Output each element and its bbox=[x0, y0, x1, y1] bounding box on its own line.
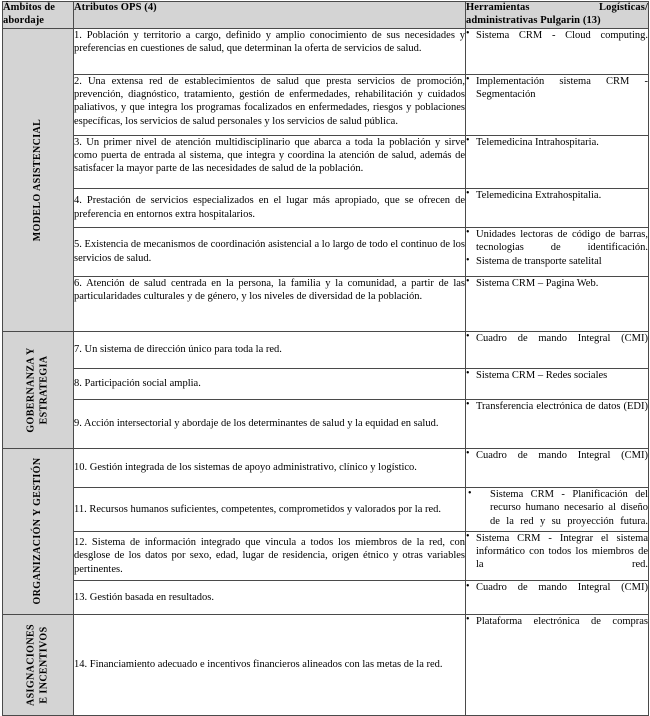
tool-item: • Sistema CRM – Pagina Web. bbox=[466, 277, 648, 290]
tools-cell bbox=[466, 614, 649, 715]
scope-label-rotated bbox=[26, 624, 51, 706]
tools-list bbox=[466, 369, 648, 382]
attribute-cell: 11. Recursos humanos suficientes, competentes, comprometidos y valorados por la red. bbox=[74, 488, 466, 532]
scope-cell-gobernanza-y-estrategia bbox=[3, 331, 74, 448]
tool-item: • Transferencia electrónica de datos (EDI) bbox=[466, 400, 648, 413]
table-row bbox=[3, 276, 649, 331]
tools-list bbox=[466, 449, 648, 462]
table-row bbox=[3, 227, 649, 276]
scope-cell-organizacion-y-gestion bbox=[3, 448, 74, 614]
scope-label-rotated bbox=[32, 118, 45, 241]
table-row bbox=[3, 399, 649, 448]
table-row bbox=[3, 74, 649, 135]
tools-list bbox=[466, 75, 648, 102]
tool-item: • Plataforma electrónica de compras bbox=[466, 615, 648, 628]
attribute-cell: 3. Un primer nivel de atención multidisciplinario que abarca a toda la población y sirve como puerta de entrada al sistema, que integra y coordina la atención de salud, además de satisfacer la mayor parte de las necesidades de salud de la población. bbox=[74, 135, 466, 188]
table-row bbox=[3, 331, 649, 368]
attributes-tools-matrix bbox=[2, 1, 649, 716]
tools-cell bbox=[466, 227, 649, 276]
table-header-row bbox=[3, 2, 649, 29]
attribute-cell: 7. Un sistema de dirección único para toda la red. bbox=[74, 331, 466, 368]
attribute-cell: 10. Gestión integrada de los sistemas de apoyo administrativo, clínico y logístico. bbox=[74, 448, 466, 487]
scope-label-line-2: E INCENTIVOS bbox=[38, 626, 49, 704]
tools-cell bbox=[466, 368, 649, 399]
column-header-tools bbox=[466, 2, 649, 29]
tool-item: • Sistema CRM - Integrar el sistema informático con todos los miembros de la red. bbox=[466, 532, 648, 572]
tool-item: • Sistema de transporte satelital bbox=[466, 255, 648, 268]
tools-cell bbox=[466, 448, 649, 487]
tools-cell bbox=[466, 331, 649, 368]
tools-list bbox=[466, 189, 648, 202]
attribute-cell: 12. Sistema de información integrado que vincula a todos los miembros de la red, con desglose de los datos por sexo, edad, lugar de residencia, origen étnico y otras variables pertinentes. bbox=[74, 531, 466, 581]
table-row bbox=[3, 581, 649, 614]
column-header-scope-line-2: de bbox=[44, 2, 56, 13]
tools-cell bbox=[466, 28, 649, 74]
scope-label-line-1: ORGANIZACIÓN Y GESTIÓN bbox=[31, 457, 43, 605]
scope-label-rotated bbox=[32, 458, 45, 605]
scope-cell-asignaciones-e-incentivos bbox=[3, 614, 74, 715]
tools-list bbox=[466, 488, 648, 528]
scope-label-line-1: ASIGNACIONES bbox=[25, 623, 37, 706]
tools-list bbox=[466, 228, 648, 269]
tool-item: • Sistema CRM – Redes sociales bbox=[466, 369, 648, 382]
attribute-cell: 2. Una extensa red de establecimientos de salud que presta servicios de promoción, prevención, diagnóstico, tratamiento, gestión de enfermedades, rehabilitación y cuidados paliativos, y que integra los programas focalizados en enfermedades, riesgos y poblaciones específicas, los servicios de salud personales y los servicios de salud pública. bbox=[74, 74, 466, 135]
attribute-cell: 1. Población y territorio a cargo, definido y amplio conocimiento de sus necesidades y preferencias en cuestiones de salud, que determinan la oferta de servicios de salud. bbox=[74, 28, 466, 74]
column-header-attributes: Atributos OPS (4) bbox=[74, 2, 466, 29]
tools-list bbox=[466, 277, 648, 290]
tools-cell bbox=[466, 488, 649, 532]
scope-label-line-1: GOBERNANZA Y bbox=[25, 346, 37, 433]
attribute-cell: 5. Existencia de mecanismos de coordinación asistencial a lo largo de todo el continuo de los servicios de salud. bbox=[74, 227, 466, 276]
scope-cell-modelo-asistencial bbox=[3, 28, 74, 331]
tools-cell bbox=[466, 581, 649, 614]
attribute-cell: 6. Atención de salud centrada en la persona, la familia y la comunidad, a partir de las particularidades culturales y de género, y los niveles de diversidad de la población. bbox=[74, 276, 466, 331]
tools-list bbox=[466, 400, 648, 413]
table-row bbox=[3, 614, 649, 715]
tools-cell bbox=[466, 531, 649, 581]
table-row bbox=[3, 135, 649, 188]
tools-cell bbox=[466, 135, 649, 188]
tools-list bbox=[466, 29, 648, 42]
table-row bbox=[3, 368, 649, 399]
tool-item: • Telemedicina Intrahospitaria. bbox=[466, 136, 648, 149]
tools-list bbox=[466, 615, 648, 628]
attribute-cell: 9. Acción intersectorial y abordaje de los determinantes de salud y la equidad en salud. bbox=[74, 399, 466, 448]
tool-item: • Telemedicina Extrahospitalia. bbox=[466, 189, 648, 202]
tools-list bbox=[466, 532, 648, 572]
column-header-tools-line-1: Herramientas Logísticas/ bbox=[466, 2, 648, 13]
table-row bbox=[3, 28, 649, 74]
tool-item: • Sistema CRM - Planificación del recurso humano necesario al diseño de la red y su proyección futura. bbox=[466, 488, 648, 528]
tool-item: • Implementación sistema CRM - Segmentación bbox=[466, 75, 648, 102]
column-header-tools-line-2: administrativas Pulgarin (13) bbox=[466, 14, 601, 26]
table-row bbox=[3, 448, 649, 487]
tool-item: • Cuadro de mando Integral (CMI) bbox=[466, 332, 648, 345]
tools-list bbox=[466, 332, 648, 345]
tool-item: • Unidades lectoras de código de barras, tecnologias de identificación. bbox=[466, 228, 648, 255]
scope-label-rotated bbox=[26, 347, 51, 432]
tool-item: • Sistema CRM - Cloud computing. bbox=[466, 29, 648, 42]
table-row bbox=[3, 531, 649, 581]
tools-list bbox=[466, 136, 648, 149]
attribute-cell: 14. Financiamiento adecuado e incentivos financieros alineados con las metas de la red. bbox=[74, 614, 466, 715]
tool-item: • Cuadro de mando Integral (CMI) bbox=[466, 581, 648, 594]
column-header-scope-line-1: Ámbitos bbox=[3, 2, 42, 13]
tool-item: • Cuadro de mando Integral (CMI) bbox=[466, 449, 648, 462]
tools-cell bbox=[466, 276, 649, 331]
column-header-scope bbox=[3, 2, 74, 29]
scope-label-line-2: ESTRATEGIA bbox=[38, 355, 49, 425]
scope-label-line-1: MODELO ASISTENCIAL bbox=[31, 118, 43, 241]
tools-cell bbox=[466, 74, 649, 135]
tools-cell bbox=[466, 399, 649, 448]
tools-cell bbox=[466, 188, 649, 227]
attribute-cell: 4. Prestación de servicios especializados en el lugar más apropiado, que se ofrecen de preferencia en entornos extra hospitalarios. bbox=[74, 188, 466, 227]
column-header-scope-line-3: abordaje bbox=[3, 14, 45, 26]
tools-list bbox=[466, 581, 648, 594]
attribute-cell: 13. Gestión basada en resultados. bbox=[74, 581, 466, 614]
table-row bbox=[3, 488, 649, 532]
table-row bbox=[3, 188, 649, 227]
attribute-cell: 8. Participación social amplia. bbox=[74, 368, 466, 399]
